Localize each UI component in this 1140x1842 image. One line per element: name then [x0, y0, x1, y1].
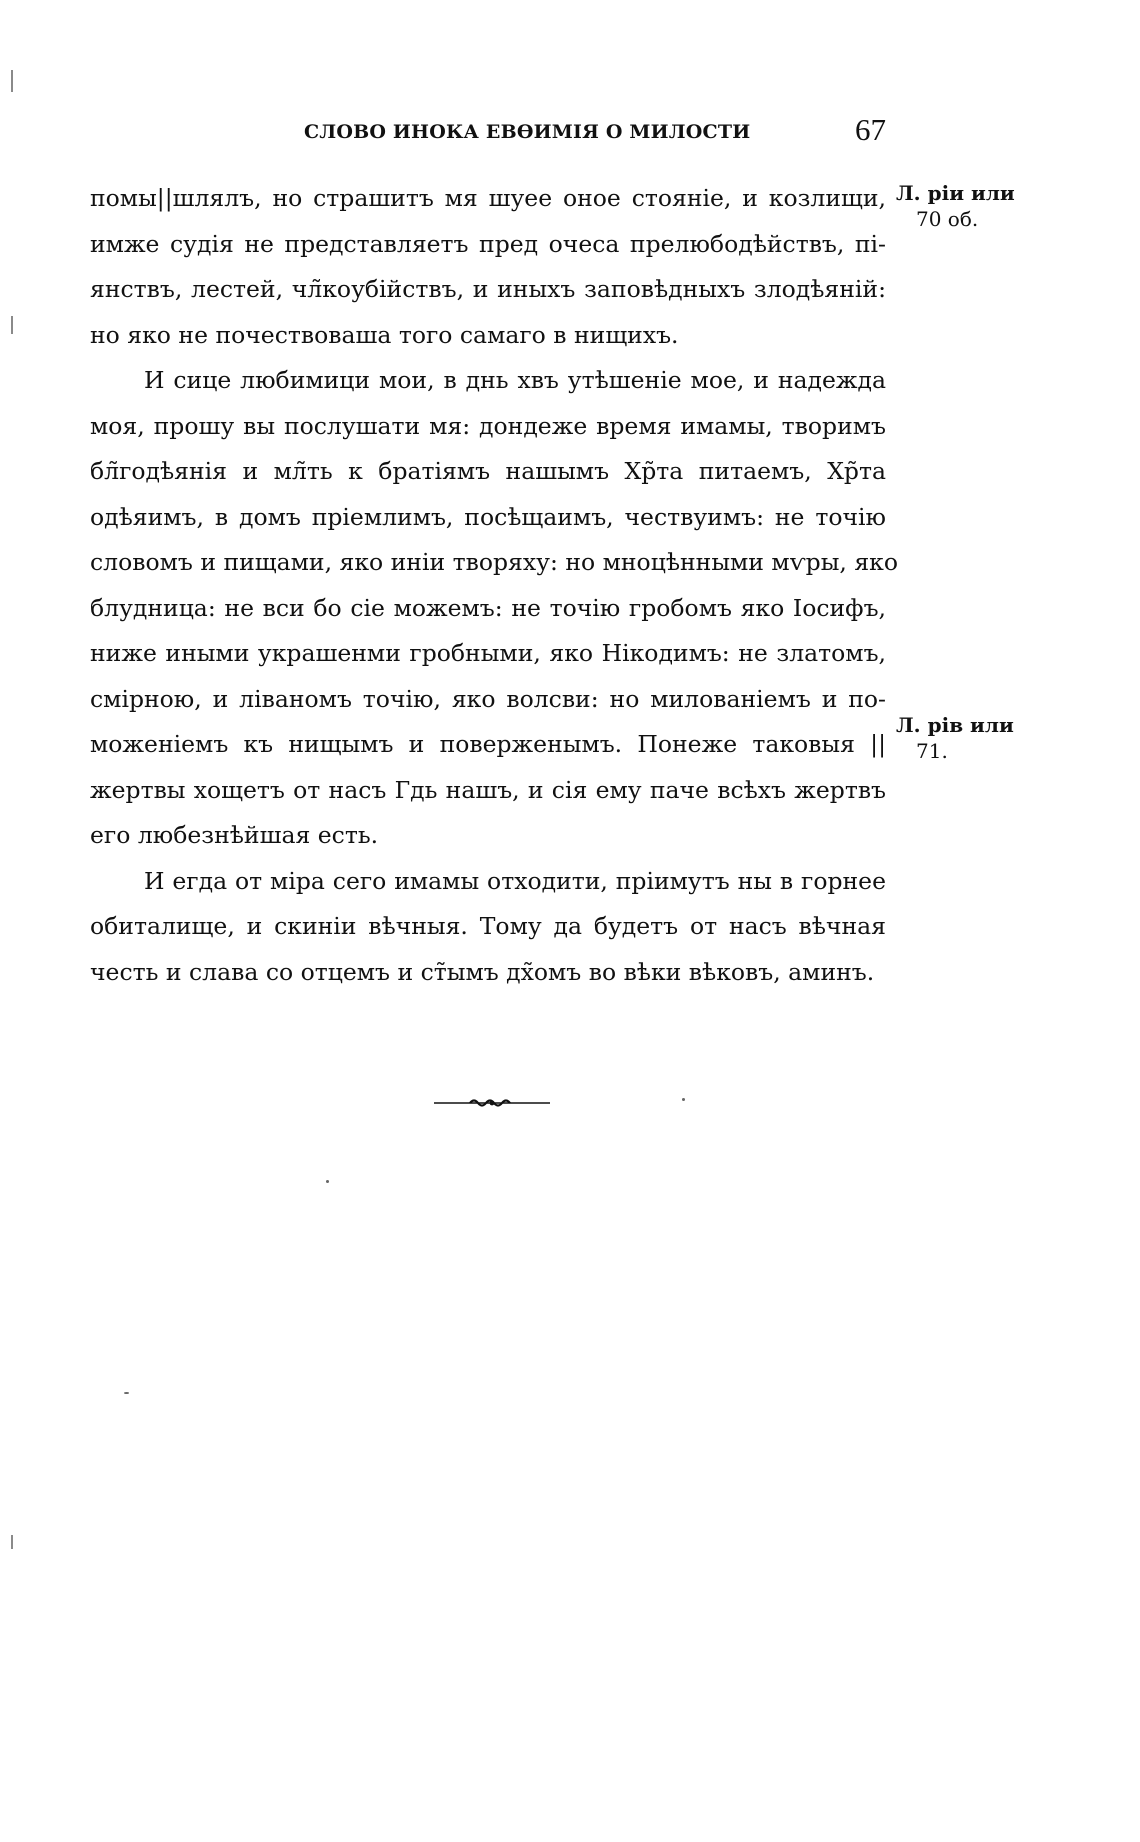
page-number: 67: [855, 112, 886, 147]
text-line: моженіемъ къ нищымъ и поверженымъ. Понеже таковыя ||: [90, 730, 886, 758]
margin-note-ref: Л. ріи или: [896, 181, 1015, 205]
scan-speck: [682, 1098, 685, 1101]
margin-note: [896, 180, 1016, 232]
text-line: помы||шлялъ, но страшитъ мя шуее оное стояніе, и козлищи,: [90, 184, 886, 212]
text-line: честь и слава со отцемъ и ст̃ымъ дх̃омъ во вѣки вѣковъ, аминъ.: [90, 957, 875, 986]
text-line: янствъ, лестей, чл̃коубійствъ, и иныхъ заповѣдныхъ злодѣяній:: [90, 275, 886, 303]
text-line: имже судія не представляетъ пред очеса прелюбодѣйствъ, пі-: [90, 229, 886, 258]
body-text: [90, 176, 898, 995]
text-line: И егда от міра сего имамы отходити, пріимутъ ны в горнее: [144, 866, 886, 895]
scan-edge-mark: [11, 316, 13, 334]
text-line: ниже иными украшенми гробными, яко Нікодимъ: не златомъ,: [90, 639, 886, 667]
paragraph: [90, 859, 886, 996]
paragraph: [90, 358, 898, 859]
scan-edge-mark: [11, 70, 13, 92]
text-line: но яко не почествоваша того самаго в нищихъ.: [90, 320, 679, 349]
running-title: СЛОВО ИНОКА ЕВѲИМІЯ О МИЛОСТИ: [304, 121, 751, 143]
text-line: жертвы хощетъ от насъ Гдь нашъ, и сія ему паче всѣхъ жертвъ: [90, 775, 886, 804]
margin-note: [896, 712, 1016, 764]
text-line: бл̃годѣянія и мл̃ть к братіямъ нашымъ Хр̃та питаемъ, Хр̃та: [90, 457, 886, 485]
scan-speck: [124, 1392, 129, 1394]
text-line: блудница: не вси бо сіе можемъ: не точію гробомъ яко Іосифъ,: [90, 593, 886, 622]
text-line: обиталище, и скиніи вѣчныя. Тому да будетъ от насъ вѣчная: [90, 912, 886, 940]
scan-edge-mark: [11, 1535, 13, 1549]
margin-note-folio: 70 об.: [916, 207, 979, 231]
text-line: моя, прошу вы послушати мя: дондеже время имамы, творимъ: [90, 411, 886, 440]
end-ornament-icon: [434, 1095, 550, 1109]
margin-note-folio: 71.: [916, 739, 948, 763]
margin-note-ref: Л. рів или: [896, 713, 1014, 737]
text-line: одѣяимъ, в домъ пріемлимъ, посѣщаимъ, чествуимъ: не точію: [90, 502, 886, 531]
running-head: [90, 112, 890, 148]
text-line: словомъ и пищами, яко иніи творяху: но мноцѣнными мѵры, яко: [90, 548, 898, 576]
paragraph: [90, 176, 886, 358]
text-line: смірною, и ліваномъ точію, яко волсви: но милованіемъ и по-: [90, 684, 886, 713]
scan-speck: [326, 1180, 329, 1183]
text-line: его любезнѣйшая есть.: [90, 821, 379, 849]
text-line: И сице любимици мои, в днь хвъ утѣшеніе мое, и надежда: [144, 366, 886, 394]
